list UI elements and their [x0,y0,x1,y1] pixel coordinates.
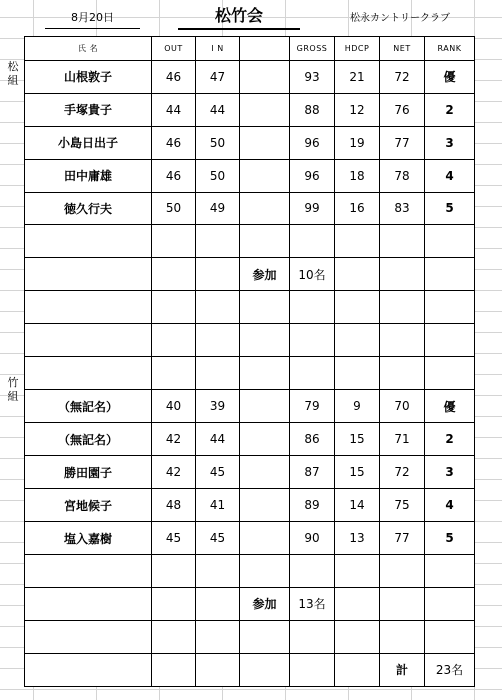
player-name: 勝田園子 [25,456,152,489]
net-score: 72 [380,456,425,489]
total-row [25,653,475,686]
blank-cell [240,456,290,489]
gross-score: 86 [290,423,335,456]
out-score: 44 [152,93,196,126]
col-hdcp-header: HDCP [335,37,380,61]
col-in-header: I N [196,37,240,61]
blank-cell [240,192,290,225]
rank: 3 [425,126,475,159]
page-title: 松竹会 [178,4,300,30]
blank-cell [240,423,290,456]
rank: 2 [425,423,475,456]
table-row [25,126,475,159]
table-row [25,192,475,225]
table-row [25,93,475,126]
out-score: 42 [152,423,196,456]
col-name-header: 氏 名 [25,37,152,61]
rank: 3 [425,456,475,489]
participation-row [25,258,475,291]
empty-row [25,554,475,587]
net-score: 71 [380,423,425,456]
player-name: 宮地候子 [25,489,152,522]
total-label: 計 [380,653,425,686]
out-score: 46 [152,159,196,192]
gross-score: 89 [290,489,335,522]
empty-row [25,291,475,324]
participation-label: 参加 [240,587,290,620]
net-score: 70 [380,390,425,423]
col-net-header: NET [380,37,425,61]
empty-row [25,225,475,258]
table-row [25,489,475,522]
rank: 4 [425,159,475,192]
blank-cell [240,159,290,192]
gross-score: 93 [290,60,335,93]
in-score: 41 [196,489,240,522]
hdcp: 19 [335,126,380,159]
in-score: 47 [196,60,240,93]
hdcp: 15 [335,423,380,456]
blank-cell [240,93,290,126]
blank-cell [240,522,290,555]
gross-score: 96 [290,126,335,159]
gross-score: 79 [290,390,335,423]
hdcp: 15 [335,456,380,489]
player-name: 山根敦子 [25,60,152,93]
group-label-take: 竹 組 [7,376,19,403]
col-gross-header: GROSS [290,37,335,61]
in-score: 50 [196,159,240,192]
gross-score: 96 [290,159,335,192]
gross-score: 99 [290,192,335,225]
table-row [25,390,475,423]
net-score: 78 [380,159,425,192]
player-name: 塩入嘉樹 [25,522,152,555]
gross-score: 87 [290,456,335,489]
blank-cell [240,489,290,522]
hdcp: 13 [335,522,380,555]
hdcp: 16 [335,192,380,225]
date-cell: 8月20日 [45,8,140,29]
participation-count: 10名 [290,258,335,291]
score-table [24,36,475,687]
rank: 5 [425,192,475,225]
total-count: 23名 [425,653,475,686]
in-score: 45 [196,456,240,489]
player-name: 手塚貴子 [25,93,152,126]
col-rank-header: RANK [425,37,475,61]
rank: 4 [425,489,475,522]
in-score: 45 [196,522,240,555]
player-name: （無記名） [25,390,152,423]
net-score: 77 [380,522,425,555]
participation-count: 13名 [290,587,335,620]
in-score: 39 [196,390,240,423]
participation-row [25,587,475,620]
blank-cell [240,60,290,93]
in-score: 50 [196,126,240,159]
col-blank-header [240,37,290,61]
empty-row [25,620,475,653]
out-score: 46 [152,126,196,159]
out-score: 42 [152,456,196,489]
in-score: 49 [196,192,240,225]
rank: 2 [425,93,475,126]
player-name: 小島日出子 [25,126,152,159]
hdcp: 18 [335,159,380,192]
rank: 優 [425,390,475,423]
header-row [25,37,475,61]
out-score: 40 [152,390,196,423]
group-label-matsu: 松 組 [7,60,19,87]
empty-row [25,324,475,357]
hdcp: 14 [335,489,380,522]
participation-label: 参加 [240,258,290,291]
hdcp: 12 [335,93,380,126]
net-score: 76 [380,93,425,126]
gross-score: 90 [290,522,335,555]
net-score: 77 [380,126,425,159]
out-score: 48 [152,489,196,522]
table-row [25,159,475,192]
in-score: 44 [196,423,240,456]
in-score: 44 [196,93,240,126]
out-score: 50 [152,192,196,225]
player-name: （無記名） [25,423,152,456]
empty-row [25,357,475,390]
blank-cell [240,126,290,159]
table-row [25,423,475,456]
table-row [25,60,475,93]
hdcp: 21 [335,60,380,93]
net-score: 83 [380,192,425,225]
net-score: 75 [380,489,425,522]
table-row [25,522,475,555]
table-row [25,456,475,489]
blank-cell [240,390,290,423]
out-score: 46 [152,60,196,93]
rank: 優 [425,60,475,93]
net-score: 72 [380,60,425,93]
player-name: 田中庸雄 [25,159,152,192]
gross-score: 88 [290,93,335,126]
out-score: 45 [152,522,196,555]
player-name: 徳久行夫 [25,192,152,225]
club-name: 松永カントリークラブ [350,13,450,24]
col-out-header: OUT [152,37,196,61]
rank: 5 [425,522,475,555]
hdcp: 9 [335,390,380,423]
